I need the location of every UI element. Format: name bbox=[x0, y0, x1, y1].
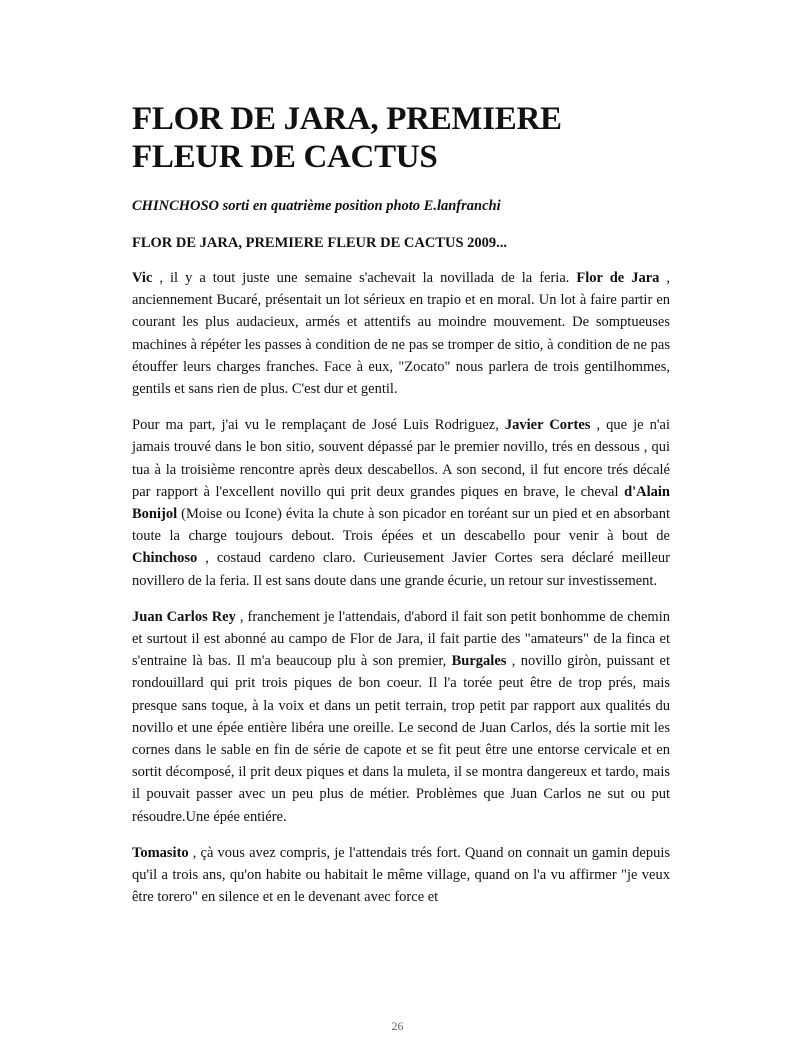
body-paragraph bbox=[132, 414, 670, 592]
text-segment: , que je n'ai jamais trouvé dans le bon sitio, souvent dépassé par le premier novillo, trés en dessous , qui tua à la troisième rencontre après deux descabellos. A son second, il fut encore trés décalé par rapport à l'excellent novillo qui prit deux grandes piques en brave, le cheval bbox=[132, 417, 671, 500]
text-segment: , anciennement Bucaré, présentait un lot sérieux en trapio et en moral. Un lot à faire partir en courant les plus audacieux, armés et attentifs au moindre mouvement. De somptueuses machines à répéter les passes à condition de ne pas se tromper de sitio, à condition de ne pas étouffer leurs charges franches. Face à eux, "Zocato" nous parlera de trois gentilhommes, gentils et sans rien de plus. C'est dur et gentil. bbox=[132, 270, 670, 398]
bold-name: Vic bbox=[132, 270, 153, 286]
bold-name: Tomasito bbox=[132, 844, 189, 861]
article-title: FLOR DE JARA, PREMIERE FLEUR DE CACTUS bbox=[132, 101, 562, 175]
bold-name: Javier Cortes bbox=[504, 417, 591, 434]
text-segment: , franchement je l'attendais, d'abord il fait son petit bonhomme de chemin et surtout il est abonné au campo de Flor de Jara, il fait partie des "amateurs" de la finca et s'entraine là bas. Il m'a beaucoup plu à son premier, bbox=[132, 608, 670, 670]
bold-name: Juan Carlos Rey bbox=[132, 608, 236, 625]
bold-name: Burgales bbox=[451, 653, 507, 670]
document-page bbox=[132, 100, 670, 908]
body-paragraph bbox=[132, 842, 670, 909]
bold-name: d'Alain Bonijol bbox=[132, 483, 670, 523]
text-segment: , çà vous avez compris, je l'attendais trés fort. Quand on connait un gamin depuis qu'il a trois ans, qu'on habite ou habitait le même village, quand on l'a vu affirmer "je veux être torero" en silence et en le devenant avec force et bbox=[132, 844, 670, 906]
text-segment: (Moise ou Icone) évita la chute à son picador en toréant sur un pied et en absorbant toute la charge toujours debout. Trois épées et un descabello pour venir à bout de bbox=[132, 506, 670, 545]
bold-name: Chinchoso bbox=[132, 550, 198, 567]
photo-caption: CHINCHOSO sorti en quatrième position photo E.lanfranchi bbox=[132, 198, 501, 214]
page-number: 26 bbox=[391, 1019, 404, 1033]
text-segment: , novillo giròn, puissant et rondouillard qui prit trois piques de bon coeur. Il l'a torée peut être de trop prés, mais presque sans toque, à la voix et dans un petit terrain, trop petit par rapport aux qualités du novillo et une épée entière libéra une oreille. Le second de Juan Carlos, dés la sortie mit les cornes dans le sable en fin de série de capote et se fit peut être une entorse cervicale et en sortit décomposé, il prit deux piques et dans la muleta, il se montra dangereux et tardo, mais il pouvait passer avec un peu plus de métier. Problèmes que Juan Carlos ne sut ou put résoudre.Une épée entiére. bbox=[132, 653, 670, 825]
text-segment: , il y a tout juste une semaine s'achevait la novillada de la feria. bbox=[152, 270, 577, 286]
article-body bbox=[132, 267, 670, 908]
text-segment: , costaud cardeno claro. Curieusement Javier Cortes sera déclaré meilleur novillero de la feria. Il est sans doute dans une grande écurie, un retour sur investissement. bbox=[132, 550, 670, 589]
article-subtitle: FLOR DE JARA, PREMIERE FLEUR DE CACTUS 2009... bbox=[132, 235, 508, 251]
bold-name: Flor de Jara bbox=[576, 270, 660, 286]
body-paragraph bbox=[132, 267, 670, 400]
text-segment: Pour ma part, j'ai vu le remplaçant de José Luis Rodriguez, bbox=[132, 417, 505, 434]
body-paragraph bbox=[132, 606, 670, 828]
